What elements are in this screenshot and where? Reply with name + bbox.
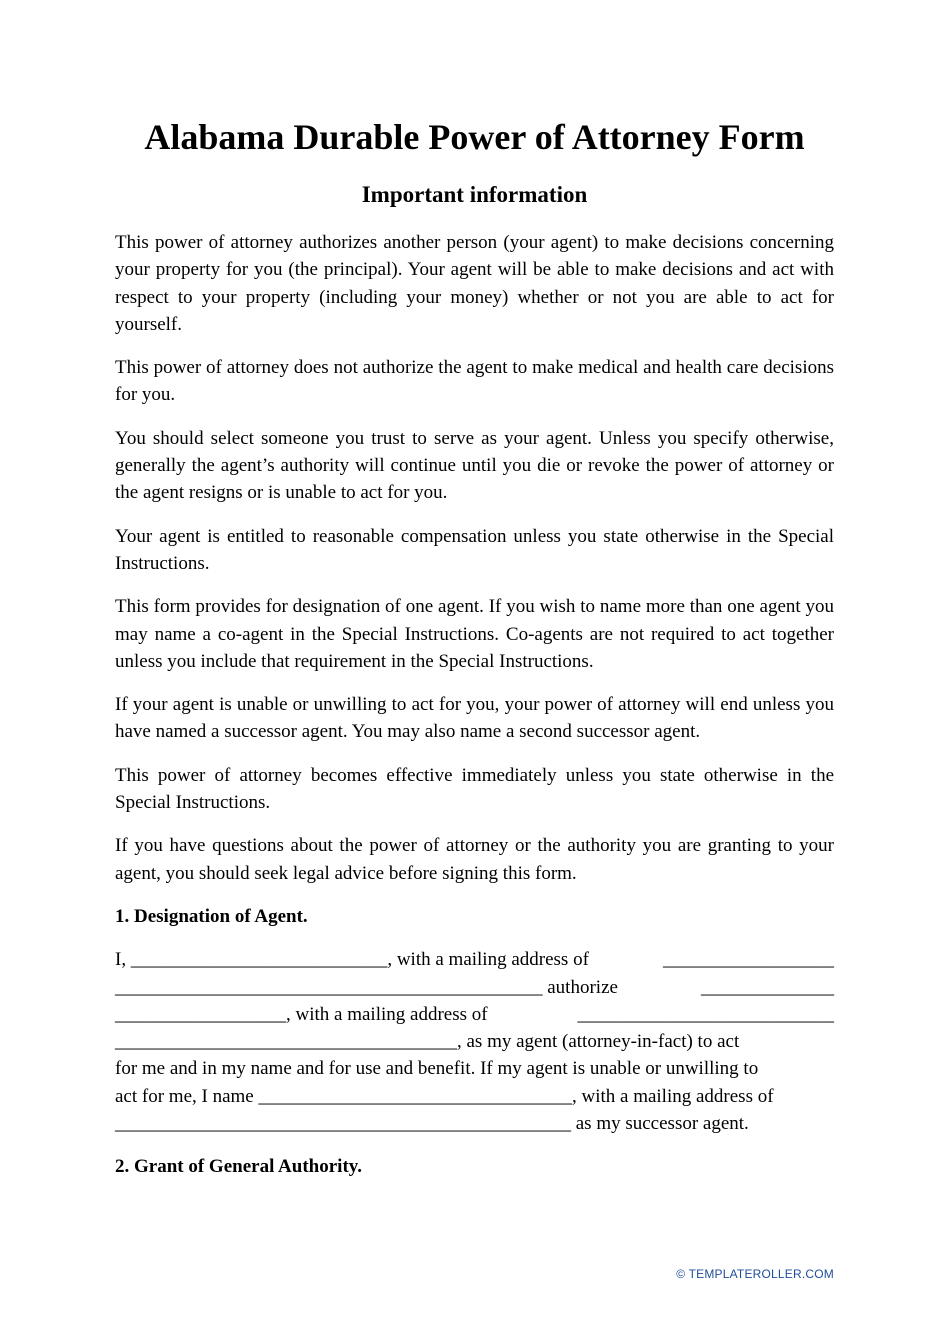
designation-line — [115, 1083, 834, 1110]
designation-line-text: I, ___________________________, with a mailing address of — [115, 949, 589, 971]
document-page — [115, 112, 834, 1197]
designation-line — [115, 1055, 834, 1082]
designation-line — [115, 946, 834, 973]
copyright-symbol: © — [676, 1267, 686, 1281]
paragraph: This power of attorney becomes effective immediately unless you state otherwise in the Special Instructions. — [115, 764, 834, 814]
footer-text: TEMPLATEROLLER.COM — [688, 1267, 834, 1281]
blank-field[interactable]: ______________ — [701, 976, 834, 998]
paragraph: You should select someone you trust to serve as your agent. Unless you specify otherwise, generally the agent’s authority will continue until you die or revoke the power of attorney or the agent resigns or is unable to act for you. — [115, 427, 834, 504]
blank-field[interactable]: ___________________________ — [577, 1003, 834, 1025]
designation-line — [115, 1028, 834, 1055]
blank-field[interactable]: __________________ — [663, 949, 834, 971]
designation-line-text: for me and in my name and for use and benefit. If my agent is unable or unwilling to — [115, 1058, 759, 1080]
designation-line-text: _____________________________________________ authorize — [115, 976, 618, 998]
paragraph: This power of attorney authorizes another person (your agent) to make decisions concerning your property for you (the principal). Your agent will be able to make decisions and act with respect to your property (including your money) whether or not you are able to act for yourself. — [115, 232, 834, 335]
designation-line — [115, 974, 834, 1001]
designation-line-text: ____________________________________, as my agent (attorney-in-fact) to act — [115, 1031, 740, 1053]
document-title: Alabama Durable Power of Attorney Form — [144, 117, 805, 157]
designation-line-text: __________________, with a mailing address of — [115, 1003, 488, 1025]
paragraph: Your agent is entitled to reasonable compensation unless you state otherwise in the Special Instructions. — [115, 525, 834, 574]
paragraph: This power of attorney does not authorize the agent to make medical and health care decisions for you. — [115, 357, 834, 406]
designation-line — [115, 1110, 834, 1137]
designation-line-text: act for me, I name _________________________________, with a mailing address of — [115, 1085, 774, 1107]
designation-line — [115, 1001, 834, 1028]
agent-designation-block — [115, 946, 834, 1137]
paragraph: If you have questions about the power of attorney or the authority you are granting to your agent, you should seek legal advice before signing this form. — [115, 835, 834, 884]
section-1-heading: 1. Designation of Agent. — [115, 905, 308, 927]
paragraph: This form provides for designation of one agent. If you wish to name more than one agent you may name a co-agent in the Special Instructions. Co-agents are not required to act together unless you include that requirement in the Special Instructions. — [115, 596, 834, 672]
designation-line-text: ________________________________________________ as my successor agent. — [115, 1113, 749, 1135]
section-2-heading: 2. Grant of General Authority. — [115, 1156, 362, 1178]
footer-link[interactable] — [676, 1267, 834, 1281]
spacer — [115, 1137, 834, 1153]
paragraph: If your agent is unable or unwilling to act for you, your power of attorney will end unless you have named a successor agent. You may also name a second successor agent. — [115, 694, 834, 743]
section-subtitle: Important information — [361, 182, 588, 207]
